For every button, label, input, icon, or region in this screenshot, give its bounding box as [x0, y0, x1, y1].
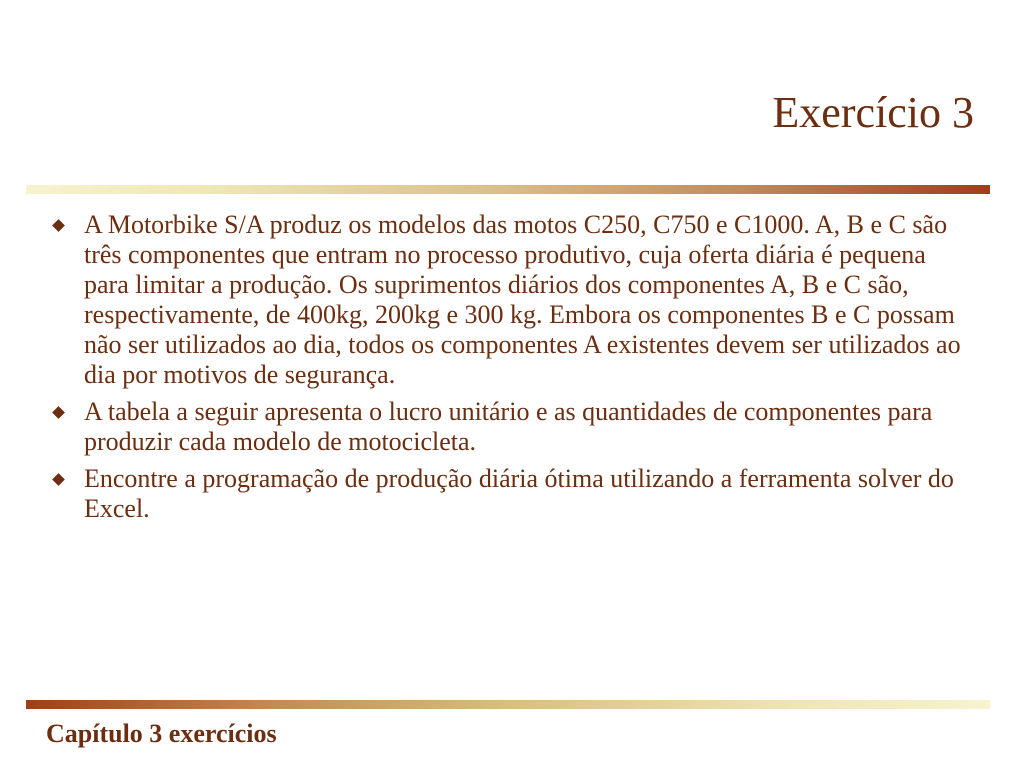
bullet-item-1	[52, 210, 962, 390]
diamond-bullet-icon	[52, 473, 65, 486]
bullet-text-1: A Motorbike S/A produz os modelos das motos C250, C750 e C1000. A, B e C são três componentes que entram no processo produtivo, cuja oferta diária é pequena para limitar a produção. Os suprimentos diários dos componentes A, B e C são, respectivamente, de 400kg, 200kg e 300 kg. Embora os componentes B e C possam não ser utilizados ao dia, todos os componentes A existentes devem ser utilizados ao dia por motivos de segurança.	[84, 210, 961, 389]
top-divider	[26, 185, 990, 194]
slide-title: Exercício 3	[772, 88, 974, 137]
bullet-text-2: A tabela a seguir apresenta o lucro unitário e as quantidades de componentes para produzir cada modelo de motocicleta.	[84, 397, 933, 456]
slide-footer: Capítulo 3 exercícios	[46, 719, 277, 748]
diamond-bullet-icon	[52, 219, 65, 232]
bullet-list	[52, 210, 962, 531]
bottom-divider	[26, 700, 990, 709]
bullet-text-3: Encontre a programação de produção diária ótima utilizando a ferramenta solver do Excel.	[84, 464, 954, 523]
diamond-bullet-icon	[52, 406, 65, 419]
bullet-item-2	[52, 397, 962, 457]
bullet-item-3	[52, 464, 962, 524]
